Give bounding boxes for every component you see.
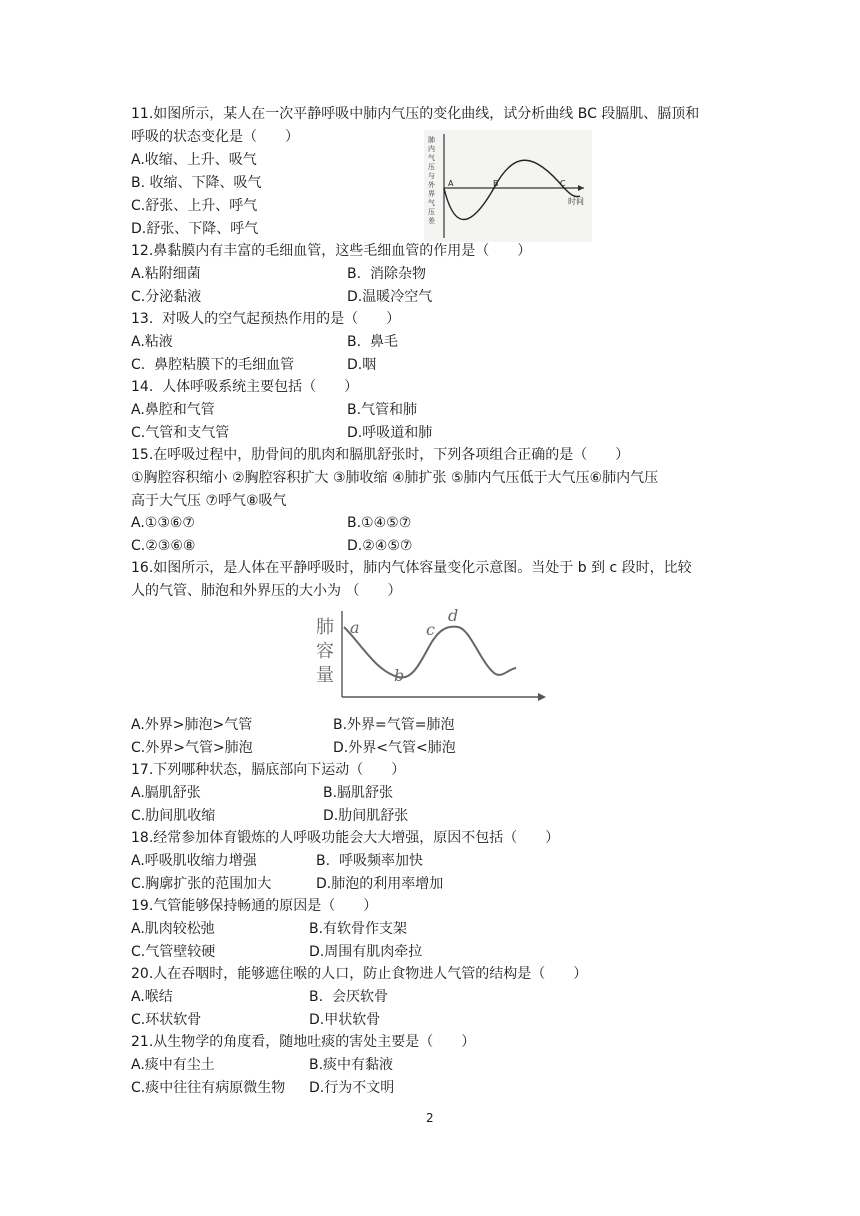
q11-point-c: C <box>560 179 566 188</box>
q21-stem: 21.从生物学的角度看，随地吐痰的害处主要是（ ） <box>131 1034 476 1050</box>
q13-option-a: A.粘液 <box>131 334 173 350</box>
q11-option-b: B. 收缩、下降、吸气 <box>131 175 262 191</box>
q14-option-d: D.呼吸道和肺 <box>347 425 433 441</box>
q15-option-a: A.①③⑥⑦ <box>131 515 195 531</box>
q12-option-c: C.分泌黏液 <box>131 289 202 305</box>
q19-option-b: B.有软骨作支架 <box>309 921 408 937</box>
q16-point-b: b <box>394 666 405 685</box>
q21-option-d: D.行为不文明 <box>309 1080 395 1096</box>
q13-option-d: D.咽 <box>347 357 377 373</box>
q17-option-c: C.肋间肌收缩 <box>131 808 216 824</box>
q14-option-c: C.气管和支气管 <box>131 425 230 441</box>
q19-option-c: C.气管壁较硬 <box>131 944 216 960</box>
q14-stem: 14. 人体呼吸系统主要包括（ ） <box>131 379 359 395</box>
q18-stem: 18.经常参加体育锻炼的人呼吸功能会大大增强，原因不包括（ ） <box>131 830 560 846</box>
q11-point-a: A <box>448 179 454 188</box>
q16-point-d: d <box>448 606 459 625</box>
q18-option-b: B. 呼吸频率加快 <box>316 853 423 869</box>
q21-option-b: B.痰中有黏液 <box>309 1057 394 1073</box>
q11-stem-line2: 呼吸的状态变化是（ ） <box>131 129 299 145</box>
q11-option-a: A.收缩、上升、吸气 <box>131 152 257 168</box>
q12-stem: 12.鼻黏膜内有丰富的毛细血管，这些毛细血管的作用是（ ） <box>131 243 532 259</box>
q19-option-a: A.肌肉较松弛 <box>131 921 215 937</box>
q13-option-c: C. 鼻腔粘膜下的毛细血管 <box>131 357 295 373</box>
q16-option-d: D.外界<气管<肺泡 <box>333 740 456 756</box>
q16-option-a: A.外界>肺泡>气管 <box>131 717 253 733</box>
q12-option-b: B. 消除杂物 <box>347 266 426 282</box>
q16-lung-volume-figure <box>310 605 550 707</box>
q12-option-d: D.温暖冷空气 <box>347 289 433 305</box>
q20-option-a: A.喉结 <box>131 989 173 1005</box>
q20-option-c: C.环状软骨 <box>131 1012 202 1028</box>
q11-stem-line1: 11.如图所示，某人在一次平静呼吸中肺内气压的变化曲线，试分析曲线 BC 段膈肌、膈顶和 <box>131 106 700 122</box>
q20-stem: 20.人在吞咽时，能够遮住喉的人口，防止食物进人气管的结构是（ ） <box>131 966 588 982</box>
q20-option-d: D.甲状软骨 <box>309 1012 381 1028</box>
q14-option-a: A.鼻腔和气管 <box>131 402 215 418</box>
q13-option-b: B. 鼻毛 <box>347 334 398 350</box>
q15-option-d: D.②④⑤⑦ <box>347 538 413 554</box>
q16-stem-line2: 人的气管、肺泡和外界压的大小为 （ ） <box>131 583 402 599</box>
q11-figure-ylabel: 肺内气压与外界气压差 <box>428 136 435 225</box>
q14-option-b: B.气管和肺 <box>347 402 418 418</box>
q11-pressure-figure <box>424 130 592 242</box>
q13-stem: 13. 对吸人的空气起预热作用的是（ ） <box>131 311 401 327</box>
q17-option-d: D.肋间肌舒张 <box>323 808 409 824</box>
q16-point-a: a <box>350 618 360 637</box>
q15-stem-line1: 15.在呼吸过程中，肋骨间的肌肉和膈肌舒张时，下列各项组合正确的是（ ） <box>131 447 630 463</box>
q12-option-a: A.粘附细菌 <box>131 266 201 282</box>
q19-stem: 19.气管能够保持畅通的原因是（ ） <box>131 898 378 914</box>
q20-option-b: B. 会厌软骨 <box>309 989 388 1005</box>
q21-option-c: C.痰中往往有病原微生物 <box>131 1080 286 1096</box>
q16-option-b: B.外界=气管=肺泡 <box>333 717 455 733</box>
q16-figure-ylabel: 肺 容 量 <box>316 617 334 686</box>
q11-option-c: C.舒张、上升、呼气 <box>131 198 258 214</box>
page-number: 2 <box>426 1111 434 1125</box>
q15-stem-line3: 高于大气压 ⑦呼气⑧吸气 <box>131 493 287 509</box>
q17-stem: 17.下列哪种状态，膈底部向下运动（ ） <box>131 762 406 778</box>
q15-stem-line2: ①胸腔容积缩小 ②胸腔容积扩大 ③肺收缩 ④肺扩张 ⑤肺内气压低于大气压⑥肺内气压 <box>131 470 659 486</box>
q16-stem-line1: 16.如图所示，是人体在平静呼吸时，肺内气体容量变化示意图。当处于 b 到 c 段时，比较 <box>131 560 692 576</box>
q19-option-d: D.周围有肌肉牵拉 <box>309 944 423 960</box>
q21-option-a: A.痰中有尘土 <box>131 1057 215 1073</box>
q11-point-b: B <box>493 179 499 188</box>
q18-option-c: C.胸廓扩张的范围加大 <box>131 876 272 892</box>
q18-option-a: A.呼吸肌收缩力增强 <box>131 853 257 869</box>
q11-figure-xlabel: 时间 <box>568 197 584 206</box>
q11-option-d: D.舒张、下降、呼气 <box>131 221 259 237</box>
q15-option-c: C.②③⑥⑧ <box>131 538 196 554</box>
q16-point-c: c <box>426 620 435 639</box>
q17-option-b: B.膈肌舒张 <box>323 785 394 801</box>
q15-option-b: B.①④⑤⑦ <box>347 515 412 531</box>
q18-option-d: D.肺泡的利用率增加 <box>316 876 444 892</box>
q17-option-a: A.膈肌舒张 <box>131 785 201 801</box>
q16-option-c: C.外界>气管>肺泡 <box>131 740 253 756</box>
